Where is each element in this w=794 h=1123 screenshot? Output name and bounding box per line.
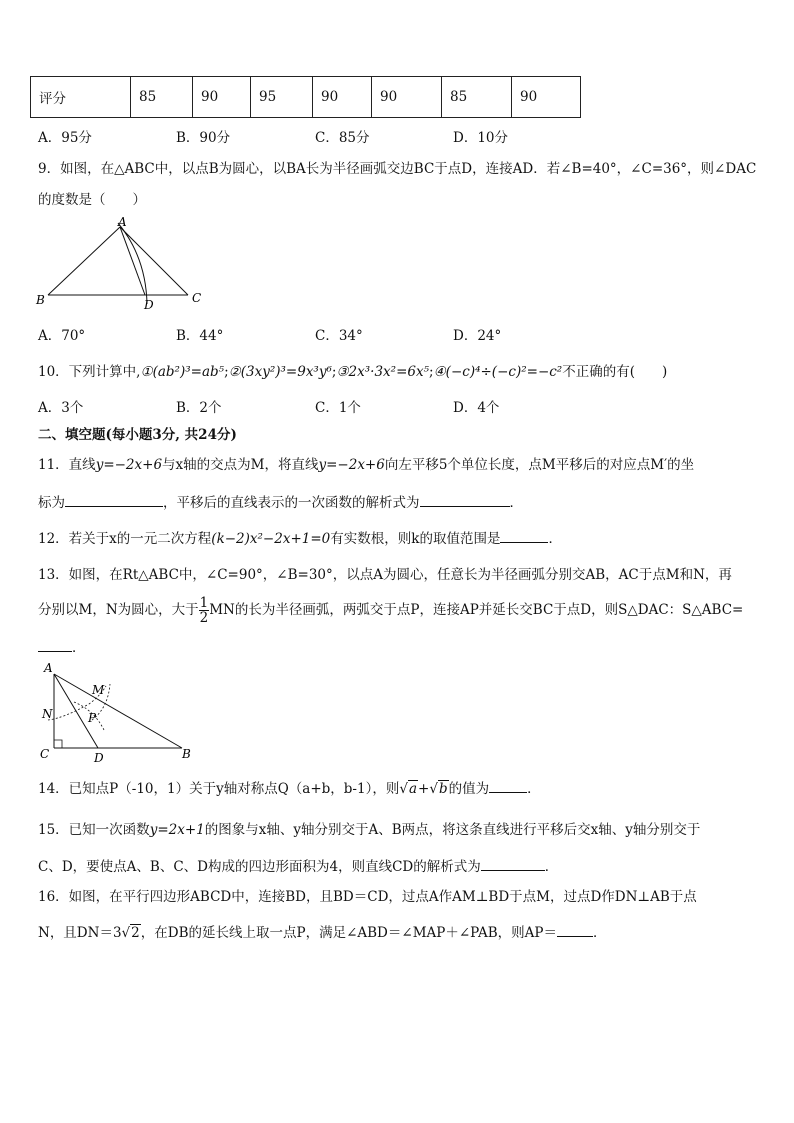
- q11-text: 11．直线: [38, 457, 96, 473]
- label-b: B: [36, 293, 45, 307]
- q15-equation: y=2x+1: [149, 822, 205, 838]
- label-m: M: [92, 683, 105, 697]
- section-title: 二、填空题(每小题3分, 共24分): [38, 427, 237, 443]
- q12-text: 有实数根，则k的取值范围是: [330, 531, 501, 547]
- q13-right-triangle-figure: [34, 660, 204, 770]
- q11-text: ．: [509, 495, 523, 511]
- q16-text: N，且DN＝3: [38, 925, 122, 941]
- q11-equation: y=−2x+6: [95, 457, 163, 473]
- label-n: N: [42, 707, 53, 721]
- option-c[interactable]: C．34°: [315, 328, 363, 344]
- q13-text: ．: [72, 640, 86, 656]
- sqrt-value: 2: [131, 925, 140, 941]
- label-c: C: [40, 747, 50, 761]
- q11-line1: [38, 453, 694, 473]
- q15-text: C、D，要使点A、B、C、D构成的四边形面积为4，则直线CD的解析式为: [38, 859, 481, 875]
- expr-4: ④(−c)⁴÷(−c)²=−c²: [433, 364, 563, 380]
- table-cell: 90: [372, 77, 442, 118]
- fraction-numerator: 1: [199, 595, 209, 611]
- q12-text: ．: [548, 531, 562, 547]
- option-a[interactable]: A．3个: [38, 400, 84, 416]
- table-cell: 90: [313, 77, 372, 118]
- answer-blank[interactable]: [481, 856, 545, 871]
- q14-text: 的值为: [448, 781, 490, 797]
- q15-line1: [38, 818, 700, 838]
- option-d[interactable]: D．24°: [453, 328, 502, 344]
- expr-2: ②(3xy²)³=9x³y⁶: [228, 364, 332, 380]
- q10-prefix: 10．下列计算中,: [38, 364, 141, 380]
- sqrt-b: b: [438, 781, 448, 797]
- score-table: [30, 76, 581, 118]
- q11-equation: y=−2x+6: [318, 457, 385, 473]
- q13-text: 分别以M，N为圆心，大于: [38, 602, 199, 619]
- q10-stem: 10．下列计算中,①(ab²)³=ab⁵;②(3xy²)³=9x³y⁶;③2x³·3x²=6x⁵;④(−c)⁴÷(−c)²=−c²不正确的有( ): [38, 364, 668, 380]
- q11-line2: [38, 491, 523, 511]
- q9-stem-line1: 9．如图，在△ABC中，以点B为圆心，以BA长为半径画弧交边BC于点D，连接AD．若∠B=40°，∠C=36°，则∠DAC: [38, 161, 757, 177]
- table-row: [31, 77, 581, 118]
- q16-line1: 16．如图，在平行四边形ABCD中，连接BD，且BD＝CD，过点A作AM⊥BD于点M，过点D作DN⊥AB于点: [38, 889, 697, 905]
- q14-text: ．: [527, 781, 541, 797]
- q11-text: 标为: [38, 495, 65, 511]
- table-cell: 95: [251, 77, 313, 118]
- q13-line3: [38, 636, 86, 656]
- answer-blank[interactable]: [420, 492, 510, 507]
- expr-3: ③2x³·3x²=6x⁵: [336, 364, 430, 380]
- q12-equation: (k−2)x²−2x+1=0: [211, 531, 331, 547]
- answer-blank[interactable]: [65, 492, 163, 507]
- q11-text: 向左平移5个单位长度，点M平移后的对应点M′的坐: [384, 457, 695, 473]
- q11-text: 与x轴的交点为M，将直线: [162, 457, 319, 473]
- q15-text: 的图象与x轴、y轴分别交于A、B两点，将这条直线进行平移后交x轴、y轴分别交于: [204, 822, 701, 838]
- q13-text: MN的长为半径画弧，两弧交于点P，连接AP并延长交BC于点D，则S△DAC：S△ABC=: [209, 602, 744, 619]
- table-cell: 90: [193, 77, 251, 118]
- option-c[interactable]: C．1个: [315, 400, 361, 416]
- fraction: [199, 596, 210, 625]
- q14-text: 14．已知点P（-10，1）关于y轴对称点Q（a+b，b-1），则: [38, 781, 400, 797]
- q9-stem-line2: 的度数是（ ）: [38, 192, 146, 208]
- table-cell: 90: [512, 77, 581, 118]
- option-b[interactable]: B．90分: [176, 130, 231, 146]
- sqrt-expression: √2: [121, 925, 140, 941]
- label-c: C: [192, 291, 202, 305]
- sqrt-a: a: [408, 781, 418, 797]
- label-a: A: [118, 215, 127, 229]
- table-cell: 85: [442, 77, 512, 118]
- q9-triangle-figure: [30, 212, 220, 312]
- answer-blank[interactable]: [500, 528, 548, 543]
- option-a[interactable]: A．70°: [38, 328, 86, 344]
- q10-suffix: 不正确的有( ): [562, 364, 668, 380]
- option-a[interactable]: A．95分: [38, 130, 92, 146]
- q15-line2: [38, 855, 558, 875]
- label-d: D: [144, 298, 154, 312]
- sqrt-expression: √a+√b: [399, 781, 448, 797]
- option-c[interactable]: C．85分: [315, 130, 370, 146]
- q13-line2: [38, 596, 743, 625]
- q16-text: ，在DB的延长线上取一点P，满足∠ABD＝∠MAP＋∠PAB，则AP＝: [140, 925, 558, 941]
- q12-stem: [38, 527, 562, 547]
- option-d[interactable]: D．10分: [453, 130, 509, 146]
- table-cell: 评分: [31, 77, 131, 118]
- q15-text: 15．已知一次函数: [38, 822, 150, 838]
- q13-line1: 13．如图，在Rt△ABC中，∠C=90°，∠B=30°，以点A为圆心，任意长为半径画弧分别交AB，AC于点M和N，再: [38, 567, 732, 583]
- answer-blank[interactable]: [557, 922, 593, 937]
- q14-stem: [38, 777, 541, 797]
- table-cell: 85: [131, 77, 193, 118]
- q15-text: ．: [544, 859, 559, 875]
- option-b[interactable]: B．2个: [176, 400, 222, 416]
- q11-text: ，平移后的直线表示的一次函数的解析式为: [163, 495, 420, 511]
- q16-line2: [38, 921, 607, 941]
- plus-sign: +: [418, 781, 430, 797]
- label-p: P: [88, 711, 97, 725]
- q16-text: ．: [593, 925, 607, 941]
- label-a: A: [44, 661, 53, 675]
- option-d[interactable]: D．4个: [453, 400, 500, 416]
- option-b[interactable]: B．44°: [176, 328, 224, 344]
- label-b: B: [182, 747, 191, 761]
- label-d: D: [94, 751, 104, 765]
- fraction-denominator: 2: [199, 610, 209, 627]
- answer-blank[interactable]: [489, 778, 527, 793]
- q12-text: 12．若关于x的一元二次方程: [38, 531, 212, 547]
- answer-blank[interactable]: [38, 637, 72, 652]
- expr-1: ①(ab²)³=ab⁵: [140, 364, 225, 380]
